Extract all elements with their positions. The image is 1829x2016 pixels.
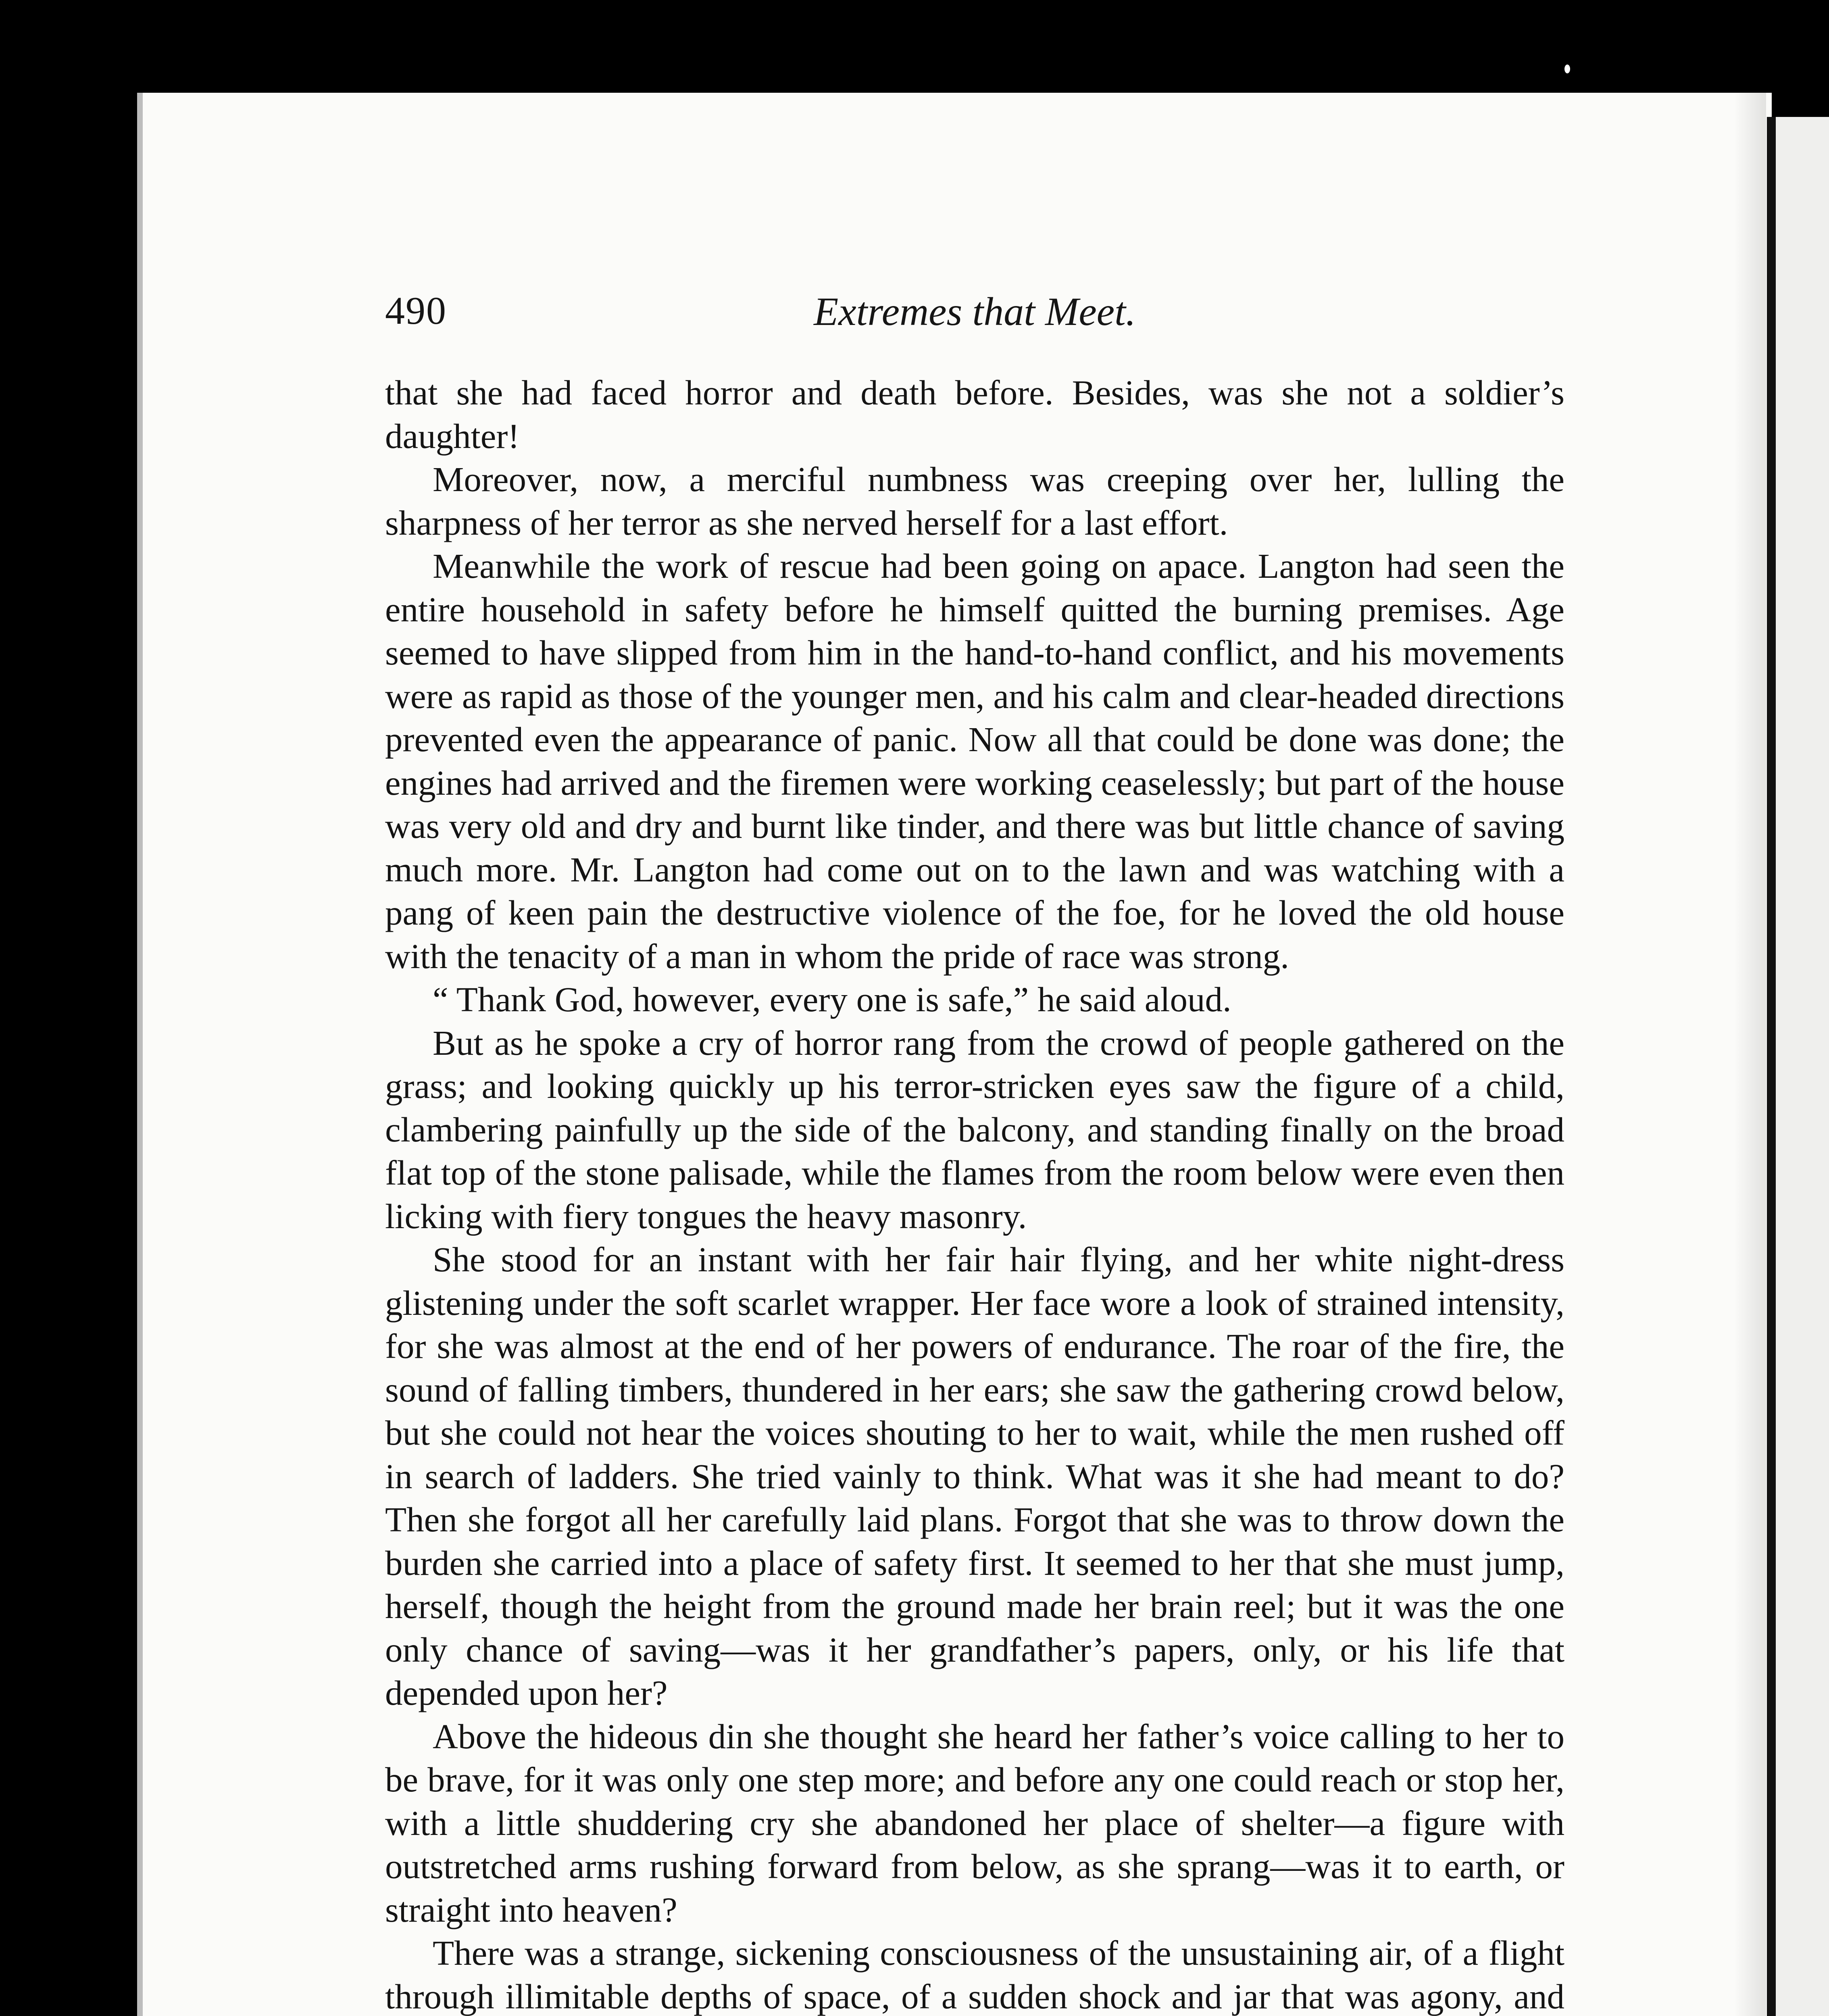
running-head [385,288,1564,345]
dust-speck [1564,65,1570,73]
paragraph: Meanwhile the work of rescue had been going on apace. Langton had seen the entire household in safety before he himself quitted the burning premises. Age seemed to have slipped from him in the hand-to-hand conflict, and his movements were as rapid as those of the younger men, and his calm and clear-headed directions prevented even the appearance of panic. Now all that could be done was done; the engines had arrived and the firemen were working ceaselessly; but part of the house was very old and dry and burnt like tinder, and there was but little chance of saving much more. Mr. Langton had come out on to the lawn and was watching with a pang of keen pain the destructive violence of the foe, for he loved the old house with the tenacity of a man in whom the pride of race was strong. [385,546,1564,976]
paragraph: Moreover, now, a merciful numbness was creeping over her, lulling the sharpness of her terror as she nerved herself for a last effort. [385,460,1564,542]
running-title: Extremes that Meet. [814,289,1136,334]
paragraph: But as he spoke a cry of horror rang from the crowd of people gathered on the grass; and looking quickly up his terror-stricken eyes saw the figure of a child, clambering painfully up the side of the balcony, and standing finally on the broad flat top of the stone palisade, while the flames from the room below were even then licking with fiery tongues the heavy masonry. [385,1023,1564,1236]
next-page-edge [1767,117,1829,2016]
paragraph: Above the hideous din she thought she heard her father’s voice calling to her to be brave, for it was only one step more; and before any one could reach or stop her, with a little shuddering cry she abandoned her place of shelter—a figure with outstretched arms rushing forward from below, as she sprang—was it to earth, or straight into heaven? [385,1716,1564,1929]
page-gutter-shadow [1734,93,1766,2016]
paragraph: There was a strange, sickening consciousness of the unsustaining air, of a flight through illimitable depths of space, of a sudden shock and jar that was agony, and [385,1933,1564,2016]
body-text [385,371,1564,2016]
paragraph: that she had faced horror and death before. Besides, was she not a soldier’s daughter! [385,373,1564,456]
paragraph: “ Thank God, however, every one is safe,” he said aloud. [433,980,1231,1019]
page-number: 490 [385,289,447,333]
paragraph: She stood for an instant with her fair hair flying, and her white night-dress glistening under the soft scarlet wrapper. Her face wore a look of strained intensity, for she was almost at the end of her powers of endurance. The roar of the fire, the sound of falling timbers, thundered in her ears; she saw the gathering crowd below, but she could not hear the voices shouting to her to wait, while the men rushed off in search of ladders. She tried vainly to think. What was it she had meant to do? Then she forgot all her carefully laid plans. Forgot that she was to throw down the burden she carried into a place of safety first. It seemed to her that she must jump, herself, though the height from the ground made her brain reel; but it was the one only chance of saving—was it her grandfather’s papers, only, or his life that depended upon her? [385,1240,1564,1712]
